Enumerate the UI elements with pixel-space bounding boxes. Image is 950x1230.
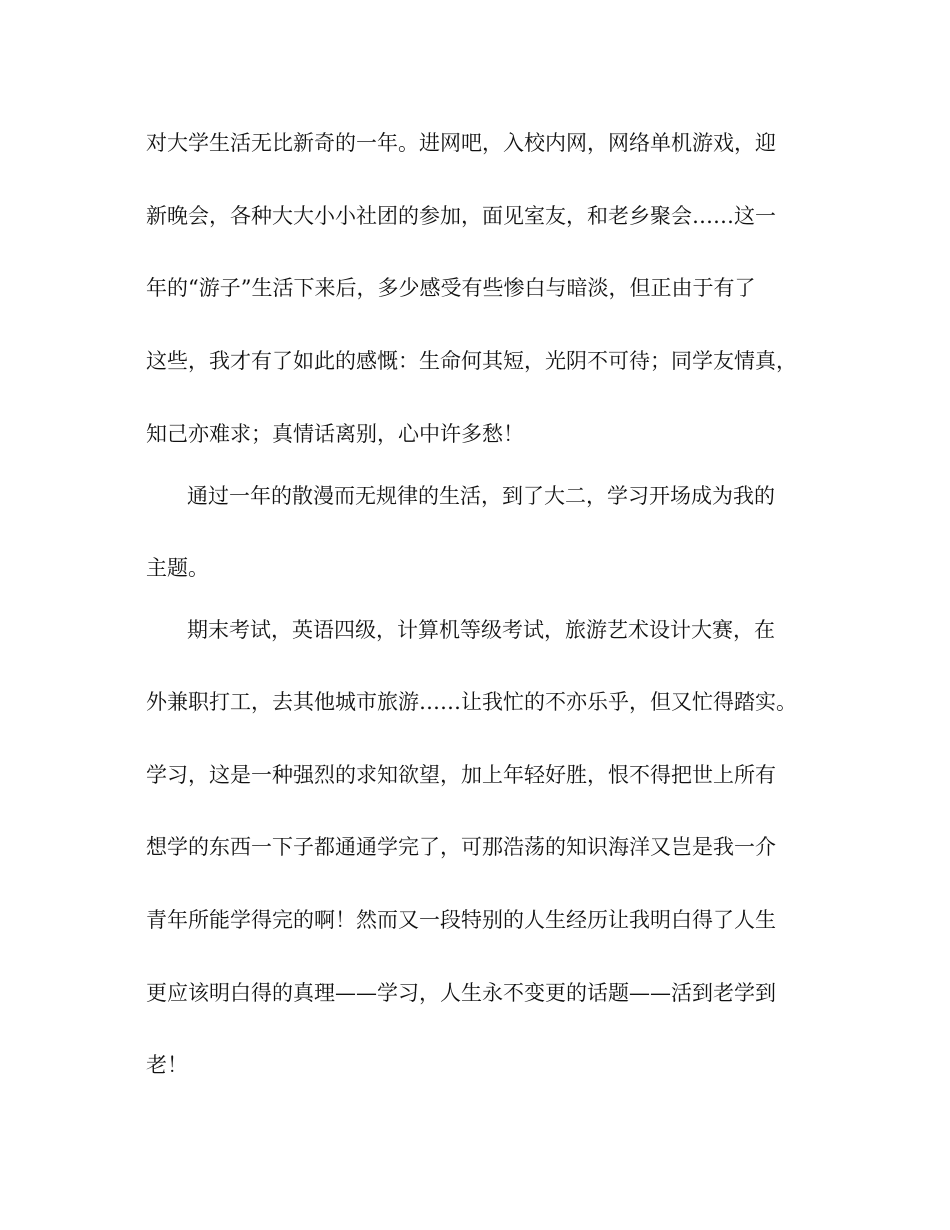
text-line: 想学的东西一下子都通通学完了，可那浩荡的知识海洋又岂是我一介 xyxy=(146,835,776,859)
text-line: 青年所能学得完的啊！然而又一段特别的人生经历让我明白得了人生 xyxy=(146,908,776,932)
text-line: 对大学生活无比新奇的一年。进网吧，入校内网，网络单机游戏，迎 xyxy=(146,131,776,155)
paragraph-first-line: 期末考试，英语四级，计算机等级考试，旅游艺术设计大赛，在 xyxy=(187,618,775,642)
text-line: 学习，这是一种强烈的求知欲望，加上年轻好胜，恨不得把世上所有 xyxy=(146,763,776,787)
text-line: 老！ xyxy=(146,1053,188,1077)
paragraph-first-line: 通过一年的散漫而无规律的生活，到了大二，学习开场成为我的 xyxy=(187,484,775,508)
text-line: 主题。 xyxy=(146,556,209,580)
text-line: 年的“游子”生活下来后，多少感受有些惨白与暗淡，但正由于有了 xyxy=(146,276,756,300)
text-line: 这些，我才有了如此的感慨：生命何其短，光阴不可待；同学友情真， xyxy=(146,349,797,373)
text-line: 新晚会，各种大大小小社团的参加，面见室友，和老乡聚会……这一 xyxy=(146,204,776,228)
text-line: 外兼职打工，去其他城市旅游……让我忙的不亦乐乎，但又忙得踏实。 xyxy=(146,690,797,714)
text-line: 知己亦难求；真情话离别，心中许多愁！ xyxy=(146,422,524,446)
text-line: 更应该明白得的真理——学习，人生永不变更的话题——活到老学到 xyxy=(146,981,776,1005)
